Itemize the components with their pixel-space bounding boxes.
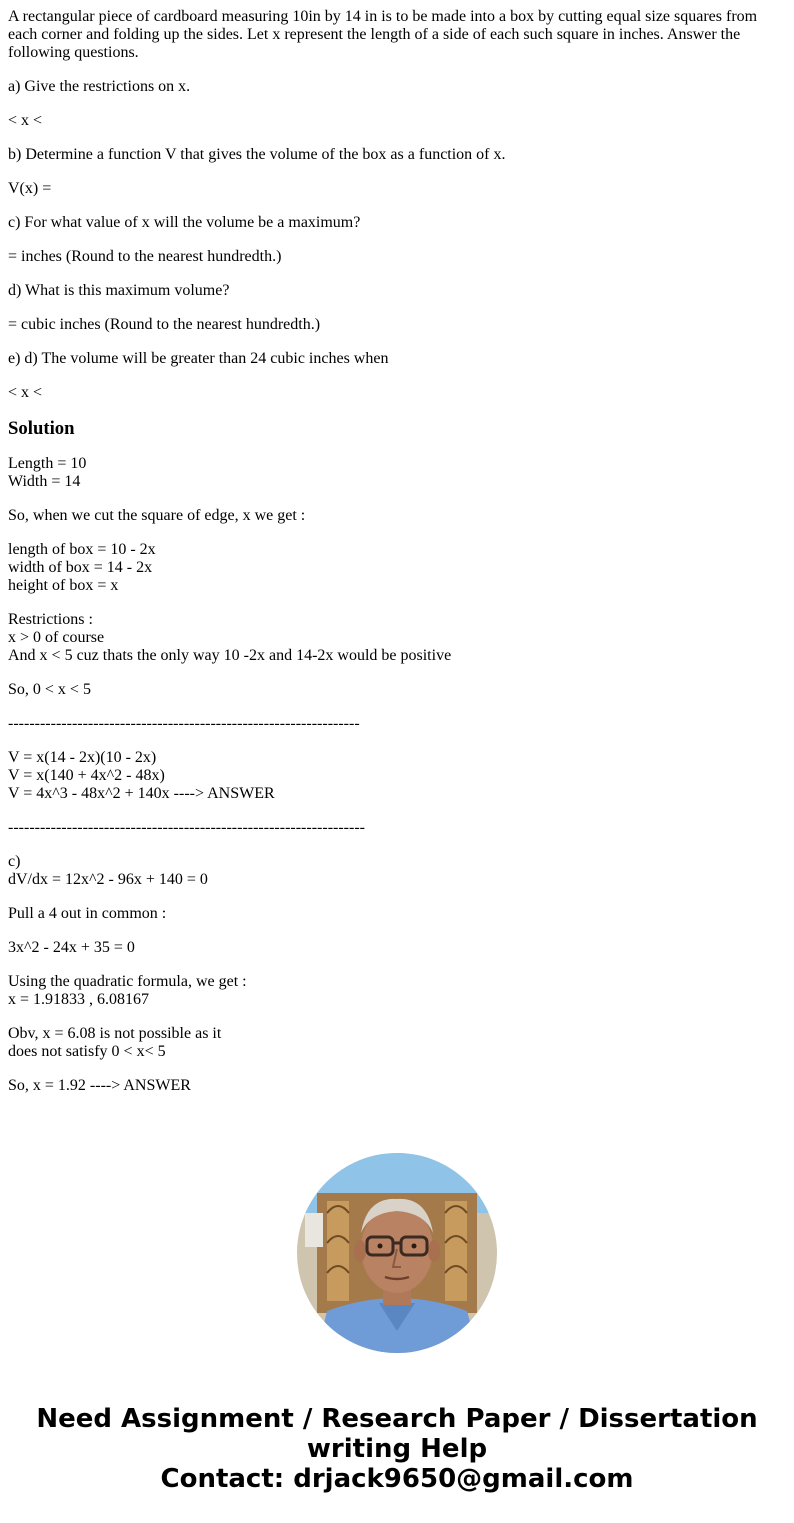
part-d-answer: = cubic inches (Round to the nearest hundredth.) [8, 316, 321, 333]
solution-final: So, x = 1.92 ----> ANSWER [8, 1077, 191, 1094]
part-a-answer: < x < [8, 112, 43, 129]
solution-dimensions: Length = 10 Width = 14 [8, 455, 87, 490]
tutor-photo [297, 1153, 497, 1353]
part-e-prompt: e) d) The volume will be greater than 24 cubic inches when [8, 350, 389, 367]
solution-factor: Pull a 4 out in common : [8, 905, 167, 922]
solution-heading: Solution [8, 418, 75, 439]
document-body [8, 8, 786, 1111]
divider: ------------------------------------------------------------------ [8, 715, 360, 732]
solution-restriction-result: So, 0 < x < 5 [8, 681, 91, 698]
contact-banner [0, 1404, 794, 1494]
banner-line-1: Need Assignment / Research Paper / Dissertation [36, 1404, 758, 1434]
part-b-prompt: b) Determine a function V that gives the volume of the box as a function of x. [8, 146, 506, 163]
solution-volume: V = x(14 - 2x)(10 - 2x) V = x(140 + 4x^2 - 48x) V = 4x^3 - 48x^2 + 140x ----> ANSWER [8, 749, 275, 802]
part-d-prompt: d) What is this maximum volume? [8, 282, 230, 299]
banner-contact-line: Contact: drjack9650@gmail.com [160, 1464, 634, 1494]
solution-derivative: c) dV/dx = 12x^2 - 96x + 140 = 0 [8, 853, 208, 888]
solution-cut-intro: So, when we cut the square of edge, x we get : [8, 507, 306, 524]
part-c-prompt: c) For what value of x will the volume be a maximum? [8, 214, 361, 231]
part-e-answer: < x < [8, 384, 43, 401]
part-c-answer: = inches (Round to the nearest hundredth.) [8, 248, 282, 265]
banner-line-2: writing Help [306, 1434, 488, 1464]
part-b-answer: V(x) = [8, 180, 52, 197]
part-a-prompt: a) Give the restrictions on x. [8, 78, 191, 95]
question-intro: A rectangular piece of cardboard measuring 10in by 14 in is to be made into a box by cutting equal size squares from each corner and folding up the sides. Let x represent the length of a side of each such square in inches. Answer the following questions. [8, 8, 758, 61]
divider: ------------------------------------------------------------------- [8, 819, 365, 836]
solution-quadratic: 3x^2 - 24x + 35 = 0 [8, 939, 135, 956]
solution-roots: Using the quadratic formula, we get : x = 1.91833 , 6.08167 [8, 973, 247, 1008]
solution-reject: Obv, x = 6.08 is not possible as it does not satisfy 0 < x< 5 [8, 1025, 222, 1060]
tutor-avatar [297, 1153, 497, 1353]
solution-box-dimensions: length of box = 10 - 2x width of box = 14 - 2x height of box = x [8, 541, 156, 594]
solution-restrictions: Restrictions : x > 0 of course And x < 5 cuz thats the only way 10 -2x and 14-2x would be positive [8, 611, 452, 664]
